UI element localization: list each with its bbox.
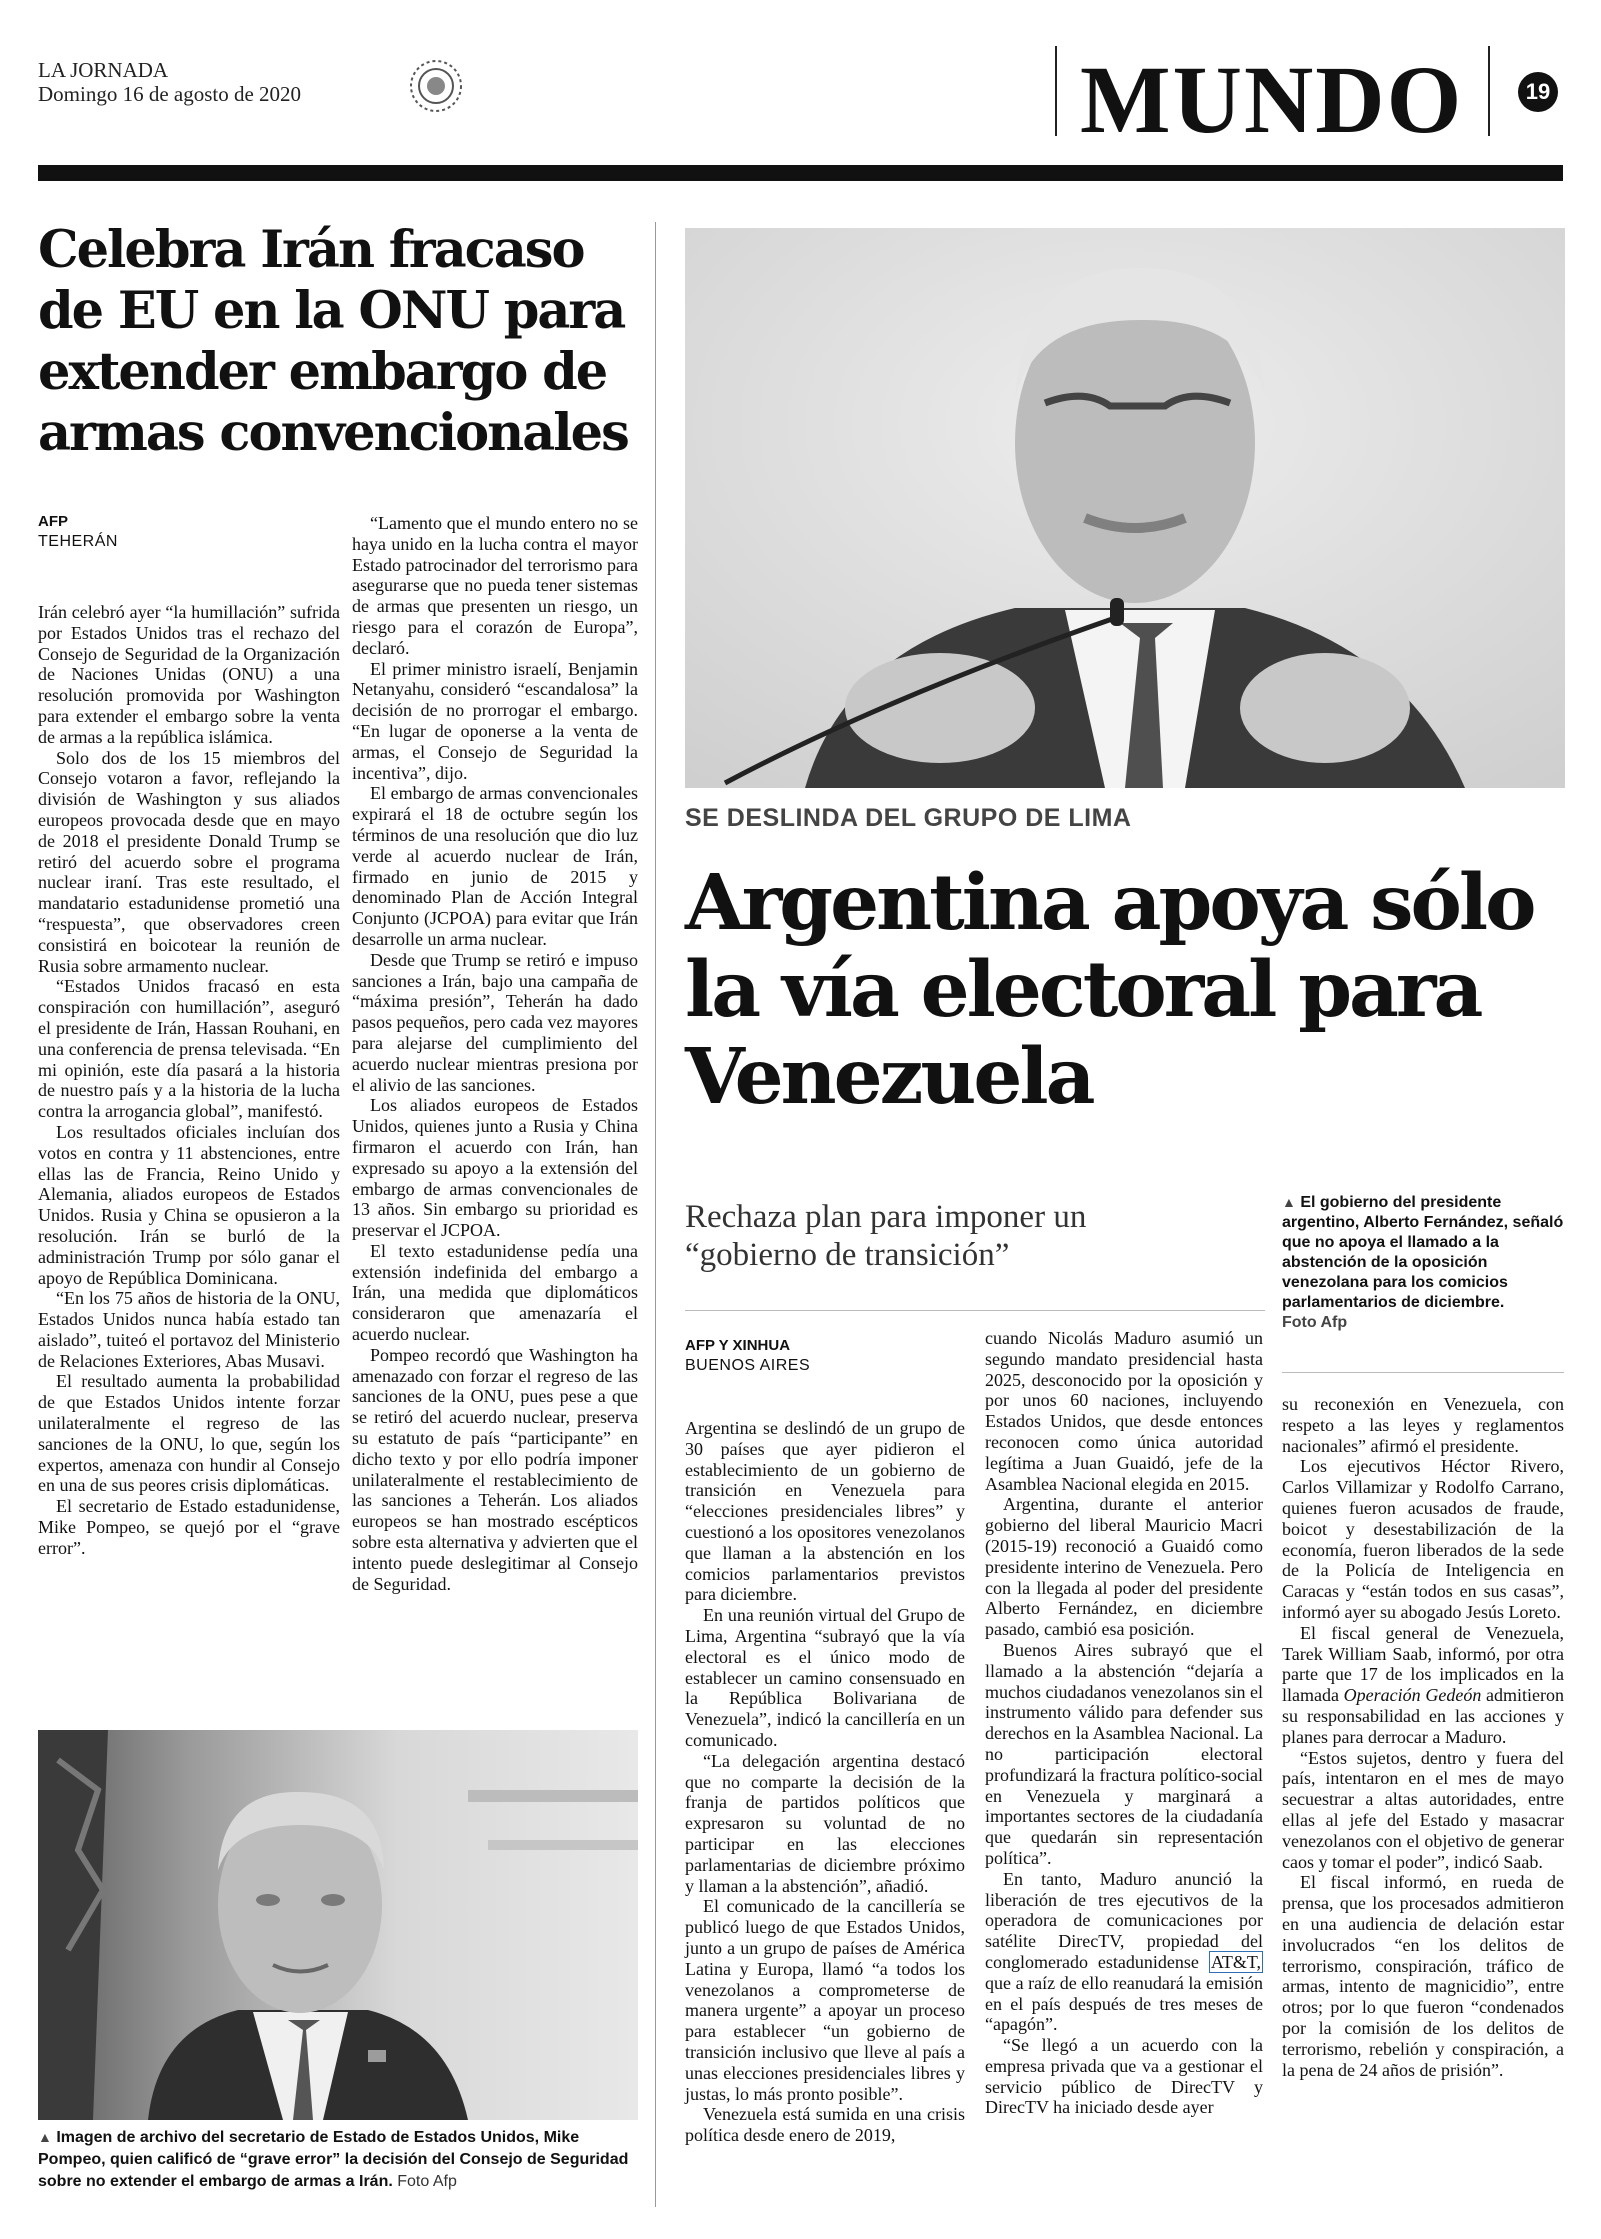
iran-headline: Celebra Irán fracaso de EU en la ONU para extender embargo de armas convencionales [38,220,628,463]
text-run-italic: Operación Gedeón [1343,1685,1482,1706]
paragraph: El fiscal informó, en rueda de prensa, que los procesados admitieron en una audiencia de delación estar involucrados “en los delitos de terrorismo, conspiración, tráfico de armas, intento de magnicidio”, entre otros; por lo que fueron “condenados por la comisión de los delitos de terrorismo, rebelión y conspiración, a la pena de 24 años de prisión”. [1282,1872,1564,2080]
caption-triangle-icon: ▲ [38,2129,52,2145]
iran-column-1 [38,602,340,1559]
column-divider [655,222,656,2207]
divider [1282,1372,1564,1373]
text-run: admitieron su responsabilidad en las acciones y planes para derrocar a Maduro. [1282,1685,1564,1747]
paragraph: “Estos sujetos, dentro y fuera del país, intentaron en el mes de mayo secuestrar a altas autoridades, entre ellas al jefe del Estado y masacrar venezolanos con el objetivo de generar caos y tomar el poder”, indicó Saab. [1282,1747,1564,1872]
publication-date: Domingo 16 de agosto de 2020 [38,82,302,106]
argentina-kicker: SE DESLINDA DEL GRUPO DE LIMA [685,804,1132,832]
photo-credit: Foto Afp [1282,1314,1348,1331]
paragraph: Solo dos de los 15 miembros del Consejo votaron a favor, reflejando la división de Washington y sus aliados europeos provocada desde que en mayo de 2018 el presidente Donald Trump se retiró del acuerdo sobre el programa nuclear iraní. Tras este resultado, el mandatario estadunidense prometió una “respuesta”, que observadores creen consistirá en boicotear la reunión de Rusia sobre armamento nuclear. [38,747,340,976]
paragraph: Los ejecutivos Héctor Rivero, Carlos Villamizar y Rodolfo Carrano, quienes fueron acusados de fraude, boicot y desestabilización de la economía, fueron liberados de la sede de la Policía de Inteligencia en Caracas y “están todos en sus casas”, informó ayer su abogado Jesús Loreto. [1282,1456,1564,1622]
argentina-dateline: BUENOS AIRES [685,1357,811,1374]
fernandez-photo [685,228,1565,788]
sun-logo-icon [408,58,464,114]
masthead [38,58,301,106]
photo-credit: Foto Afp [397,2173,457,2190]
paragraph: “Se llegó a un acuerdo con la empresa privada que va a gestionar el servicio público de DirecTV y DirecTV ha iniciado desde ayer [985,2035,1263,2118]
paragraph: “Lamento que el mundo entero no se haya unido en la lucha contra el mayor Estado patrocinador del terrorismo para asegurarse que no pueda tener sistemas de armas que presenten un riesgo, un riesgo para el corazón de Europa”, declaró. [352,513,638,658]
header-divider [1055,46,1057,136]
text-run: El fiscal general de Venezuela, Tarek William Saab, informó, por otra parte que 17 de los implicados en la llamada [1282,1622,1564,1706]
iran-agency: AFP [38,513,68,530]
pompeo-photo-caption [38,2126,638,2193]
pompeo-photo [38,1730,638,2120]
text-run: que a raíz de ello reanudará la emisión en el país después de tres meses de “apagón”. [985,1972,1263,2035]
paragraph: cuando Nicolás Maduro asumió un segundo mandato presidencial hasta 2025, desconocido por la oposición y por unos 60 naciones, incluyendo Estados Unidos, que desde entonces reconocen como única autoridad legítima a Juan Guaidó, jefe de la Asamblea Nacional elegida en 2015. [985,1328,1263,1494]
paragraph: El embargo de armas convencionales expirará el 18 de octubre según los términos de una resolución que dio luz verde al acuerdo nuclear de Irán, firmado en junio de 2015 y denominado Plan de Acción Integral Conjunto (JCPOA) para evitar que Irán desarrolle un arma nuclear. [352,783,638,949]
divider [685,1310,1265,1311]
argentina-column-1 [685,1418,965,2146]
text-run: En tanto, Maduro anunció la liberación de tres ejecutivos de la operadora de comunicaciones por satélite DirecTV, propiedad del conglomerado estadunidense [985,1868,1263,1972]
paragraph: Pompeo recordó que Washington ha amenazado con forzar el regreso de las sanciones de la ONU, pues pese a que se retiró del acuerdo nuclear, preserva su estatuto de país “participante” en dicho texto y por ello podría imponer unilateralmente el restablecimiento de las sanciones a Teherán. Los aliados europeos se han mostrado escépticos sobre esta alternativa y advierten que el intento puede deslegitimar al Consejo de Seguridad. [352,1344,638,1594]
att-highlight: AT&T, [1210,1951,1262,1972]
caption-triangle-icon: ▲ [1282,1194,1296,1210]
header-rule [38,165,1563,181]
paragraph: Desde que Trump se retiró e impuso sanciones a Irán, bajo una campaña de “máxima presión”, Teherán ha dado pasos pequeños, pero cada vez mayores para alejarse del cumplimiento del acuerdo nuclear mientras presiona por el alivio de las sanciones. [352,949,638,1095]
paragraph: “La delegación argentina destacó que no comparte la decisión de la franja de partidos políticos que expresaron su voluntad de no participar en las elecciones parlamentarias de diciembre próximo y llaman a la abstención”, añadió. [685,1750,965,1896]
argentina-subhead: Rechaza plan para imponer un “gobierno de transición” [685,1199,1087,1273]
section-title: MUNDO [1080,46,1464,153]
caption-text: El gobierno del presidente argentino, Alberto Fernández, señaló que no apoya el llamado a la abstención de la oposición venezolana para los comicios parlamentarios de diciembre. [1282,1194,1564,1311]
iran-column-2 [352,513,638,1594]
argentina-agency: AFP Y XINHUA [685,1337,791,1354]
page-number-badge: 19 [1518,72,1558,112]
paragraph: El secretario de Estado estadunidense, Mike Pompeo, se quejó por el “grave error”. [38,1496,340,1558]
header-divider [1488,46,1490,136]
argentina-headline: Argentina apoya sólo la vía electoral para Venezuela [685,858,1534,1122]
paragraph: El resultado aumenta la probabilidad de que Estados Unidos intente forzar unilateralmente el regreso de las sanciones de la ONU, lo que, según los expertos, amenaza con hundir al Consejo en una de sus peores crisis diplomáticas. [38,1371,340,1496]
argentina-byline [685,1336,810,1376]
paragraph: Irán celebró ayer “la humillación” sufrida por Estados Unidos tras el rechazo del Consejo de Seguridad de la Organización de Naciones Unidas (ONU) a una resolución promovida por Washington para extender el embargo sobre la venta de armas a la república islámica. [38,602,340,747]
argentina-column-2 [985,1328,1263,2118]
paragraph [1282,1623,1564,1748]
publication-name: LA JORNADA [38,58,169,82]
paragraph: El texto estadunidense pedía una extensión indefinida del embargo a Irán, una medida que diplomáticos consideraron que amenazaría el acuerdo nuclear. [352,1240,638,1345]
iran-byline [38,512,118,552]
paragraph: “En los 75 años de historia de la ONU, Estados Unidos nunca había estado tan aislado”, tuiteó el portavoz del Ministerio de Relaciones Exteriores, Abas Musavi. [38,1288,340,1371]
paragraph: En una reunión virtual del Grupo de Lima, Argentina “subrayó que la vía electoral es el único modo de establecer un camino consensuado en la República Bolivariana de Venezuela”, indicó la cancillería en un comunicado. [685,1605,965,1750]
paragraph: Los resultados oficiales incluían dos votos en contra y 11 abstenciones, entre ellas las de Francia, Reino Unido y Alemania, aliados europeos de Estados Unidos. Rusia y China se opusieron a la resolución. Irán se burló de la administración Trump por sólo ganar el apoyo de República Dominicana. [38,1121,340,1288]
paragraph: “Estados Unidos fracasó en esta conspiración con humillación”, aseguró el presidente de Irán, Hassan Rouhani, en una conferencia de prensa televisada. “En mi opinión, este día pasará a la historia de nuestro país y a la historia de la lucha contra la arrogancia global”, manifestó. [38,976,340,1122]
caption-text: Imagen de archivo del secretario de Estado de Estados Unidos, Mike Pompeo, quien calificó de “grave error” la decisión del Consejo de Seguridad sobre no extender el embargo de armas a Irán. [38,2129,629,2190]
paragraph: Buenos Aires subrayó que el llamado a la abstención “dejaría a muchos ciudadanos venezolanos sin el instrumento válido para defender sus derechos en la Asamblea Nacional. La no participación electoral profundizará la fractura político-social en Venezuela y marginará a importantes sectores de la ciudadanía que quedarán sin representación política”. [985,1639,1263,1868]
paragraph: Argentina se deslindó de un grupo de 30 países que ayer pidieron el establecimiento de un gobierno de transición en Venezuela para “elecciones presidenciales libres” y cuestionó a los opositores venezolanos que llaman a la abstención en los comicios parlamentarios previstos para diciembre. [685,1418,965,1605]
paragraph [985,1869,1263,2035]
argentina-column-3 [1282,1394,1564,2080]
paragraph: Venezuela está sumida en una crisis política desde enero de 2019, [685,2104,965,2146]
iran-dateline: TEHERÁN [38,533,118,550]
paragraph: El primer ministro israelí, Benjamin Netanyahu, consideró “escandalosa” la decisión de no prorrogar el embargo. “En lugar de oponerse a la venta de armas, el Consejo de Seguridad la incentiva”, dijo. [352,658,638,783]
paragraph: Argentina, durante el anterior gobierno del liberal Mauricio Macri (2015-19) reconoció a Guaidó como presidente interino de Venezuela. Pero con la llegada al poder del presidente Alberto Fernández, en diciembre pasado, cambió esa posición. [985,1494,1263,1640]
paragraph: Los aliados europeos de Estados Unidos, quienes junto a Rusia y China firmaron el acuerdo con Irán, han expresado su apoyo a la extensión del embargo de armas convencionales de 13 años. Sin embargo su prioridad es preservar el JCPOA. [352,1095,638,1241]
fernandez-photo-caption [1282,1192,1567,1333]
paragraph: su reconexión en Venezuela, con respeto a las leyes y reglamentos nacionales” afirmó el presidente. [1282,1394,1564,1456]
paragraph: El comunicado de la cancillería se publicó luego de que Estados Unidos, junto a un grupo de países de América Latina y Europa, llamó “a todos los venezolanos a comprometerse de manera urgente” a apoyar un proceso para establecer “un gobierno de transición inclusivo que lleve al país a unas elecciones presidenciales libres y justas, lo más pronto posible”. [685,1896,965,2104]
